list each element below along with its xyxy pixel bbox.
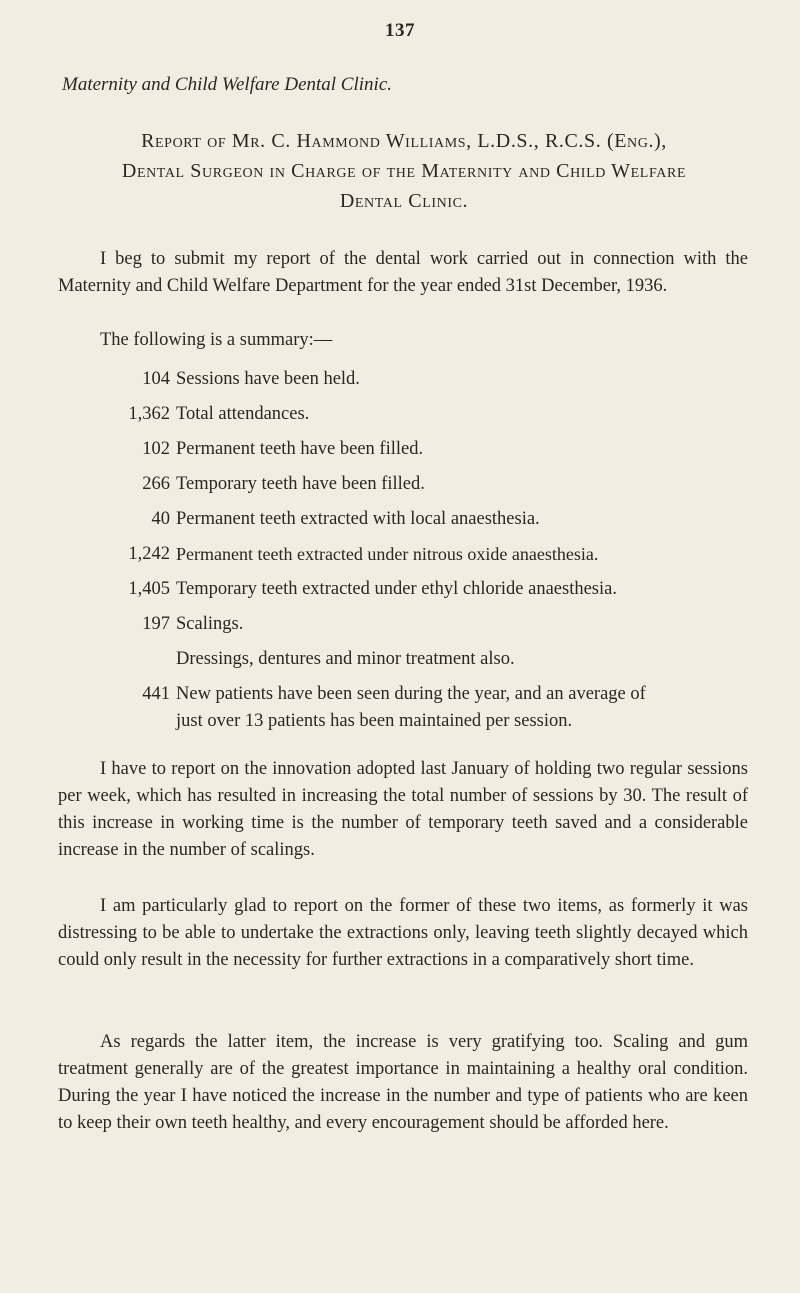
summary-number — [0, 646, 176, 673]
summary-number: 40 — [151, 509, 170, 529]
report-heading-line-3: Dental Clinic. — [339, 190, 469, 212]
summary-text — [176, 681, 766, 735]
summary-text: Dressings, dentures and minor treatment also. — [176, 649, 515, 669]
summary-number: 104 — [142, 369, 170, 389]
summary-number: 266 — [142, 474, 170, 494]
summary-list — [0, 366, 800, 743]
summary-text: Temporary teeth have been filled. — [176, 474, 425, 494]
summary-text: Permanent teeth extracted under nitrous oxide anaesthesia. — [176, 544, 599, 564]
paragraph-innovation: I have to report on the innovation adopted last January of holding two regular sessions per week, which has resulted in increasing the total number of sessions by 30. The result of this increase in working time is the number of temporary teeth saved and a considerable increase in the number of scalings. — [58, 759, 748, 860]
summary-text — [176, 576, 766, 603]
summary-number: 1,362 — [128, 404, 170, 424]
summary-item — [0, 506, 800, 533]
paragraph-latter-item: As regards the latter item, the increase is very gratifying too. Scaling and gum treatment generally are of the greatest importance in maintaining a healthy oral condition. During the year I have noticed the increase in the number and type of patients who are keen to keep their own teeth healthy, and every encouragement should be afforded here. — [58, 1032, 748, 1133]
summary-number: 102 — [142, 439, 170, 459]
paragraph-former-item: I am particularly glad to report on the former of these two items, as formerly it was distressing to be able to undertake the extractions only, leaving teeth slightly decayed which could only result in the necessity for further extractions in a comparatively short time. — [58, 896, 748, 970]
summary-number: 441 — [142, 684, 170, 704]
clinic-title: Maternity and Child Welfare Dental Clinic. — [62, 74, 393, 95]
summary-item — [0, 681, 800, 735]
summary-item — [0, 646, 800, 673]
summary-text: Sessions have been held. — [176, 369, 360, 389]
summary-item — [0, 576, 800, 603]
intro-paragraph: I beg to submit my report of the dental work carried out in connection with the Maternity and Child Welfare Department for the year ended 31st December, 1936. — [58, 249, 748, 296]
summary-number: 1,242 — [128, 544, 170, 564]
summary-item — [0, 471, 800, 498]
summary-intro: The following is a summary:— — [100, 330, 333, 350]
summary-item — [0, 401, 800, 428]
summary-item — [0, 541, 800, 568]
report-heading-line-1: Report of Mr. C. Hammond Williams, L.D.S., R.C.S. (Eng.), — [141, 130, 667, 152]
summary-item — [0, 611, 800, 638]
page-number: 137 — [385, 20, 415, 41]
summary-number: 197 — [142, 614, 170, 634]
summary-text: Permanent teeth have been filled. — [176, 439, 424, 459]
report-heading — [50, 126, 758, 216]
summary-item — [0, 366, 800, 393]
summary-number: 1,405 — [128, 579, 170, 599]
summary-text-line: Temporary teeth extracted under ethyl chloride anaesthesia. — [176, 579, 617, 599]
summary-text-line: New patients have been seen during the year, and an average of just over 13 patients has been maintained per session. — [176, 684, 646, 731]
report-heading-line-2: Dental Surgeon in Charge of the Maternity and Child Welfare — [121, 160, 687, 182]
summary-item — [0, 436, 800, 463]
summary-text: Total attendances. — [176, 404, 310, 424]
summary-text: Scalings. — [176, 614, 244, 634]
summary-text: Permanent teeth extracted with local anaesthesia. — [176, 509, 540, 529]
